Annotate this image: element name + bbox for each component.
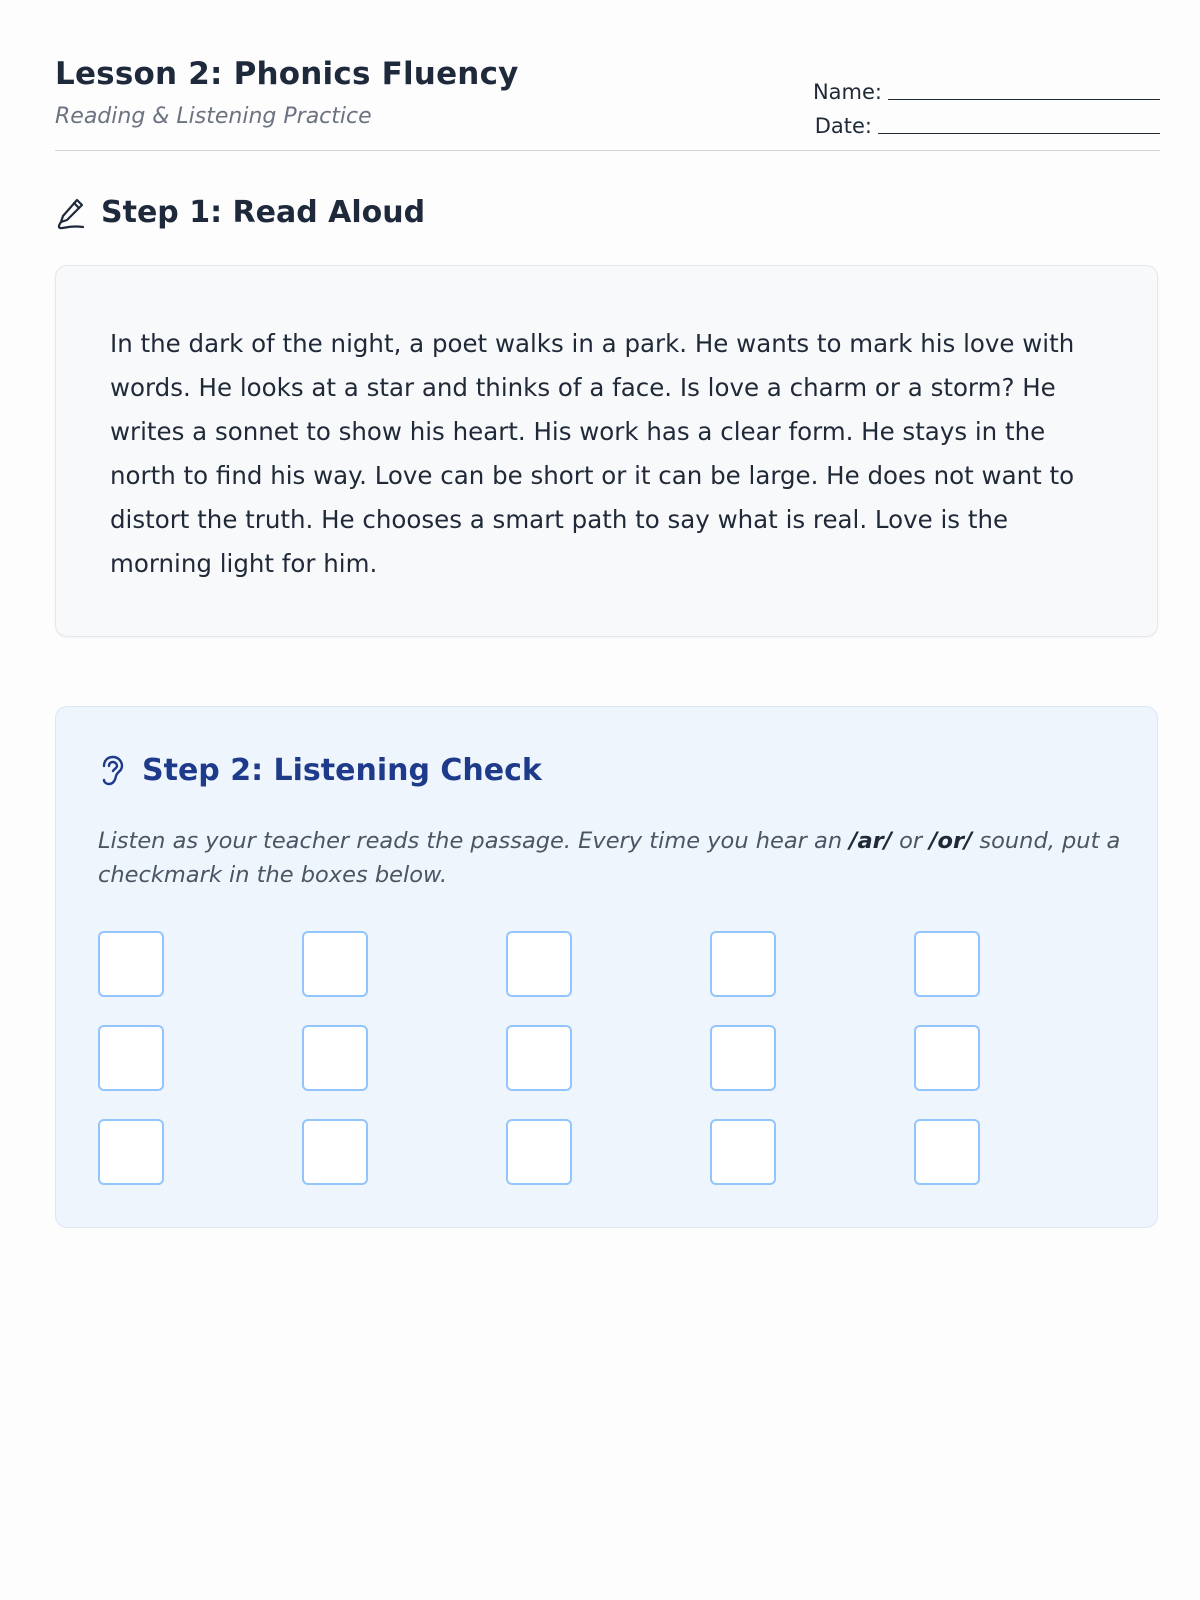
checkmark-box[interactable] [302,931,368,997]
worksheet-page [55,0,1160,888]
checkmark-box[interactable] [914,1119,980,1185]
date-row [800,104,1160,138]
checkmark-box[interactable] [914,1025,980,1091]
worksheet-header [55,0,1160,151]
step1-title: Step 1: Read Aloud [101,195,426,230]
reading-passage: In the dark of the night, a poet walks in a park. He wants to mark his love with words. He looks at a star and thinks of a face. Is love a charm or a storm? He writes a sonnet to show his heart. His work has a clear form. He stays in the north to find his way. Love can be short or it can be large. He does not want to distort the truth. He chooses a smart path to say what is real. Love is the morning light for him. [110,329,1075,578]
checkmark-box[interactable] [302,1025,368,1091]
name-row [800,70,1160,104]
listening-instructions [98,824,1128,892]
checkmark-box[interactable] [98,931,164,997]
instructions-text-3: sound, put a checkmark in the boxes below. [98,828,1121,888]
checkmark-box[interactable] [302,1119,368,1185]
instructions-text-2: or [891,828,930,854]
passage-box [55,265,1158,637]
ear-icon [98,754,126,788]
checkmark-box[interactable] [98,1025,164,1091]
sound-ar: /ar/ [849,828,892,854]
date-label: Date: [814,114,872,138]
lesson-title: Lesson 2: Phonics Fluency [55,56,519,92]
step2-title: Step 2: Listening Check [142,753,542,788]
step2-heading [98,753,542,788]
checkmark-box[interactable] [98,1119,164,1185]
lesson-subtitle: Reading & Listening Practice [55,104,372,129]
date-blank[interactable] [878,111,1160,134]
checkmark-box[interactable] [710,1119,776,1185]
checkmark-box[interactable] [914,931,980,997]
student-info [800,70,1160,138]
name-blank[interactable] [888,77,1160,100]
checkmark-box[interactable] [710,931,776,997]
sound-or: /or/ [929,828,973,854]
checkmark-box[interactable] [506,1119,572,1185]
pencil-icon [55,196,87,230]
listening-check-section [55,706,1158,1228]
checkmark-box[interactable] [506,1025,572,1091]
checkmark-box[interactable] [506,931,572,997]
name-label: Name: [812,80,882,104]
step1-heading [55,195,425,230]
checkmark-box[interactable] [710,1025,776,1091]
instructions-text-1: Listen as your teacher reads the passage. Every time you hear an [98,828,850,854]
